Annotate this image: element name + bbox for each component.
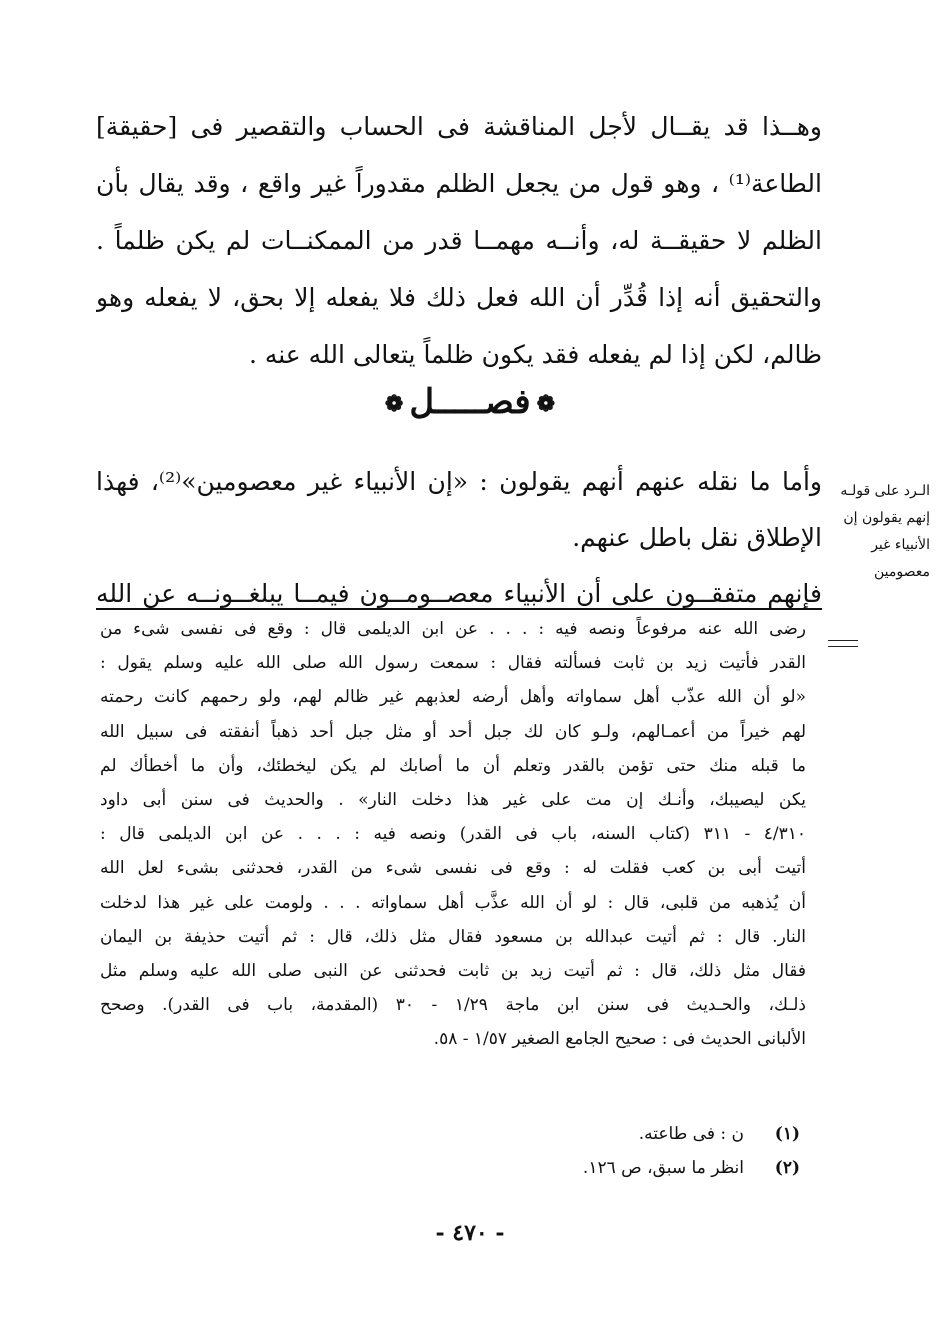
footnote-number: (١) (774, 1124, 800, 1144)
text-line: والتحقيق أنه إذا قُدِّر أن الله فعل ذلك فلا يفعله إلا بحق، لا يفعله وهو (96, 283, 822, 312)
footnote-item (300, 1117, 800, 1151)
section-heading (0, 382, 940, 422)
footnote-line: «لو أن الله عذّب أهل سماواته وأهل أرضه لعذبهم غير ظالم لهم، ولو رحمهم كانت رحمته (100, 687, 806, 708)
margin-note (822, 478, 930, 586)
footnote-line: القدر فأتيت زيد بن ثابت فسألته فقال : سمعت رسول الله صلى الله عليه وسلم يقول : (100, 653, 806, 674)
section-heading-text: فصـــــل (409, 382, 531, 422)
text-line: وهــذا قد يقــال لأجل المناقشة فى الحساب والتقصير فى [حقيقة] (96, 112, 822, 141)
footnote-line: أن يُذهبه من قلبى، قال : لو أن الله عذَّب أهل سماواته . . . ولومت على غير هذا لدخلت (100, 892, 806, 913)
footnote-text: انظر ما سبق، ص ١٢٦. (582, 1158, 744, 1178)
text-line: ظالم، لكن إذا لم يفعله فقد يكون ظلماً يتعالى الله عنه . (248, 340, 822, 369)
footnote-line: يكن ليصيبك، وأنـك إن مت على غير هذا دخلت النار» . والحديث فى سنن أبى داود (100, 789, 806, 810)
footnote-line: ٤/٣١٠ - ٣١١ (كتاب السنه، باب فى القدر) ونصه فيه : . . . عن ابن الديلمى قال : (100, 824, 806, 845)
margin-note-line: معصومين (873, 564, 930, 580)
margin-note-line: الأنبياء غير (871, 537, 930, 553)
margin-note-line: إنهم يقولون إن (843, 510, 930, 526)
paragraph-2 (96, 454, 822, 622)
footnote-line: النار. قال : ثم أتيت عبدالله بن مسعود فقال مثل ذلك، قال : ثم أتيت حذيفة بن اليمان (100, 926, 806, 947)
footnote-line: ذلـك، والحـديث فى سنن ابن ماجة ١/٢٩ - ٣٠ (المقدمة، باب فى القدر). وصحح (100, 995, 806, 1016)
footnote-line: رضى الله عنه مرفوعاً ونصه فيه : . . . عن ابن الديلمى قال : وقع فى نفسى شىء من (100, 619, 806, 639)
text-line: الظلم لا حقيقــة له، وأنــه مهمــا قدر من الممكنــات لم يكن ظلماً . (96, 226, 822, 255)
footnote-line: أتيت أبى بن كعب فقلت له : وقع فى نفسى شىء من القدر، فحدثنى بشىء لعل الله (100, 858, 806, 879)
footnote-continuation (100, 612, 806, 1056)
footnote-item (300, 1151, 800, 1185)
margin-divider (828, 640, 858, 641)
footnote-line: لهم خيراً من أعمـالهم، ولـو كان لك جبل أحد أو مثل جبل أحد ذهباً أنفقته فى سبيل الله (100, 721, 806, 742)
margin-note-line: الـرد على قولـه (840, 483, 930, 499)
ornament-icon: ❁ (384, 391, 404, 417)
text-line: وأما ما نقله عنهم أنهم يقولون : «إن الأنبياء غير معصومين»⁽²⁾، فهذا (96, 467, 822, 496)
footnote-line: الألبانى الحديث فى : صحيح الجامع الصغير ١/٥٧ - ٥٨. (433, 1029, 806, 1050)
margin-divider (828, 646, 858, 647)
footnote-number: (٢) (774, 1158, 800, 1178)
ornament-icon: ❁ (536, 391, 556, 417)
footnote-line: ما قبله منك حتى تؤمن بالقدر وتعلم أن ما أصابك لم يكن ليخطئك، وأن ما أخطأك لم (100, 755, 806, 776)
footnotes (300, 1117, 800, 1185)
underlined-text: فإنهم متفقــون على أن الأنبياء معصــومــون فيمــا يبلغــونــه عن الله (96, 579, 822, 608)
text-line: الإطلاق نقل باطل عنهم. (572, 523, 822, 552)
paragraph-1 (96, 98, 822, 383)
footnote-line: فقال مثل ذلك، قال : ثم أتيت زيد بن ثابت فحدثنى عن النبى صلى الله عليه وسلم مثل (100, 960, 806, 981)
text-line: الطاعة⁽¹⁾ ، وهو قول من يجعل الظلم مقدوراً غير واقع ، وقد يقال بأن (96, 169, 822, 198)
page-number: - ٤٧٠ - (435, 1220, 505, 1246)
footnote-text: ن : فى طاعته. (638, 1124, 744, 1144)
